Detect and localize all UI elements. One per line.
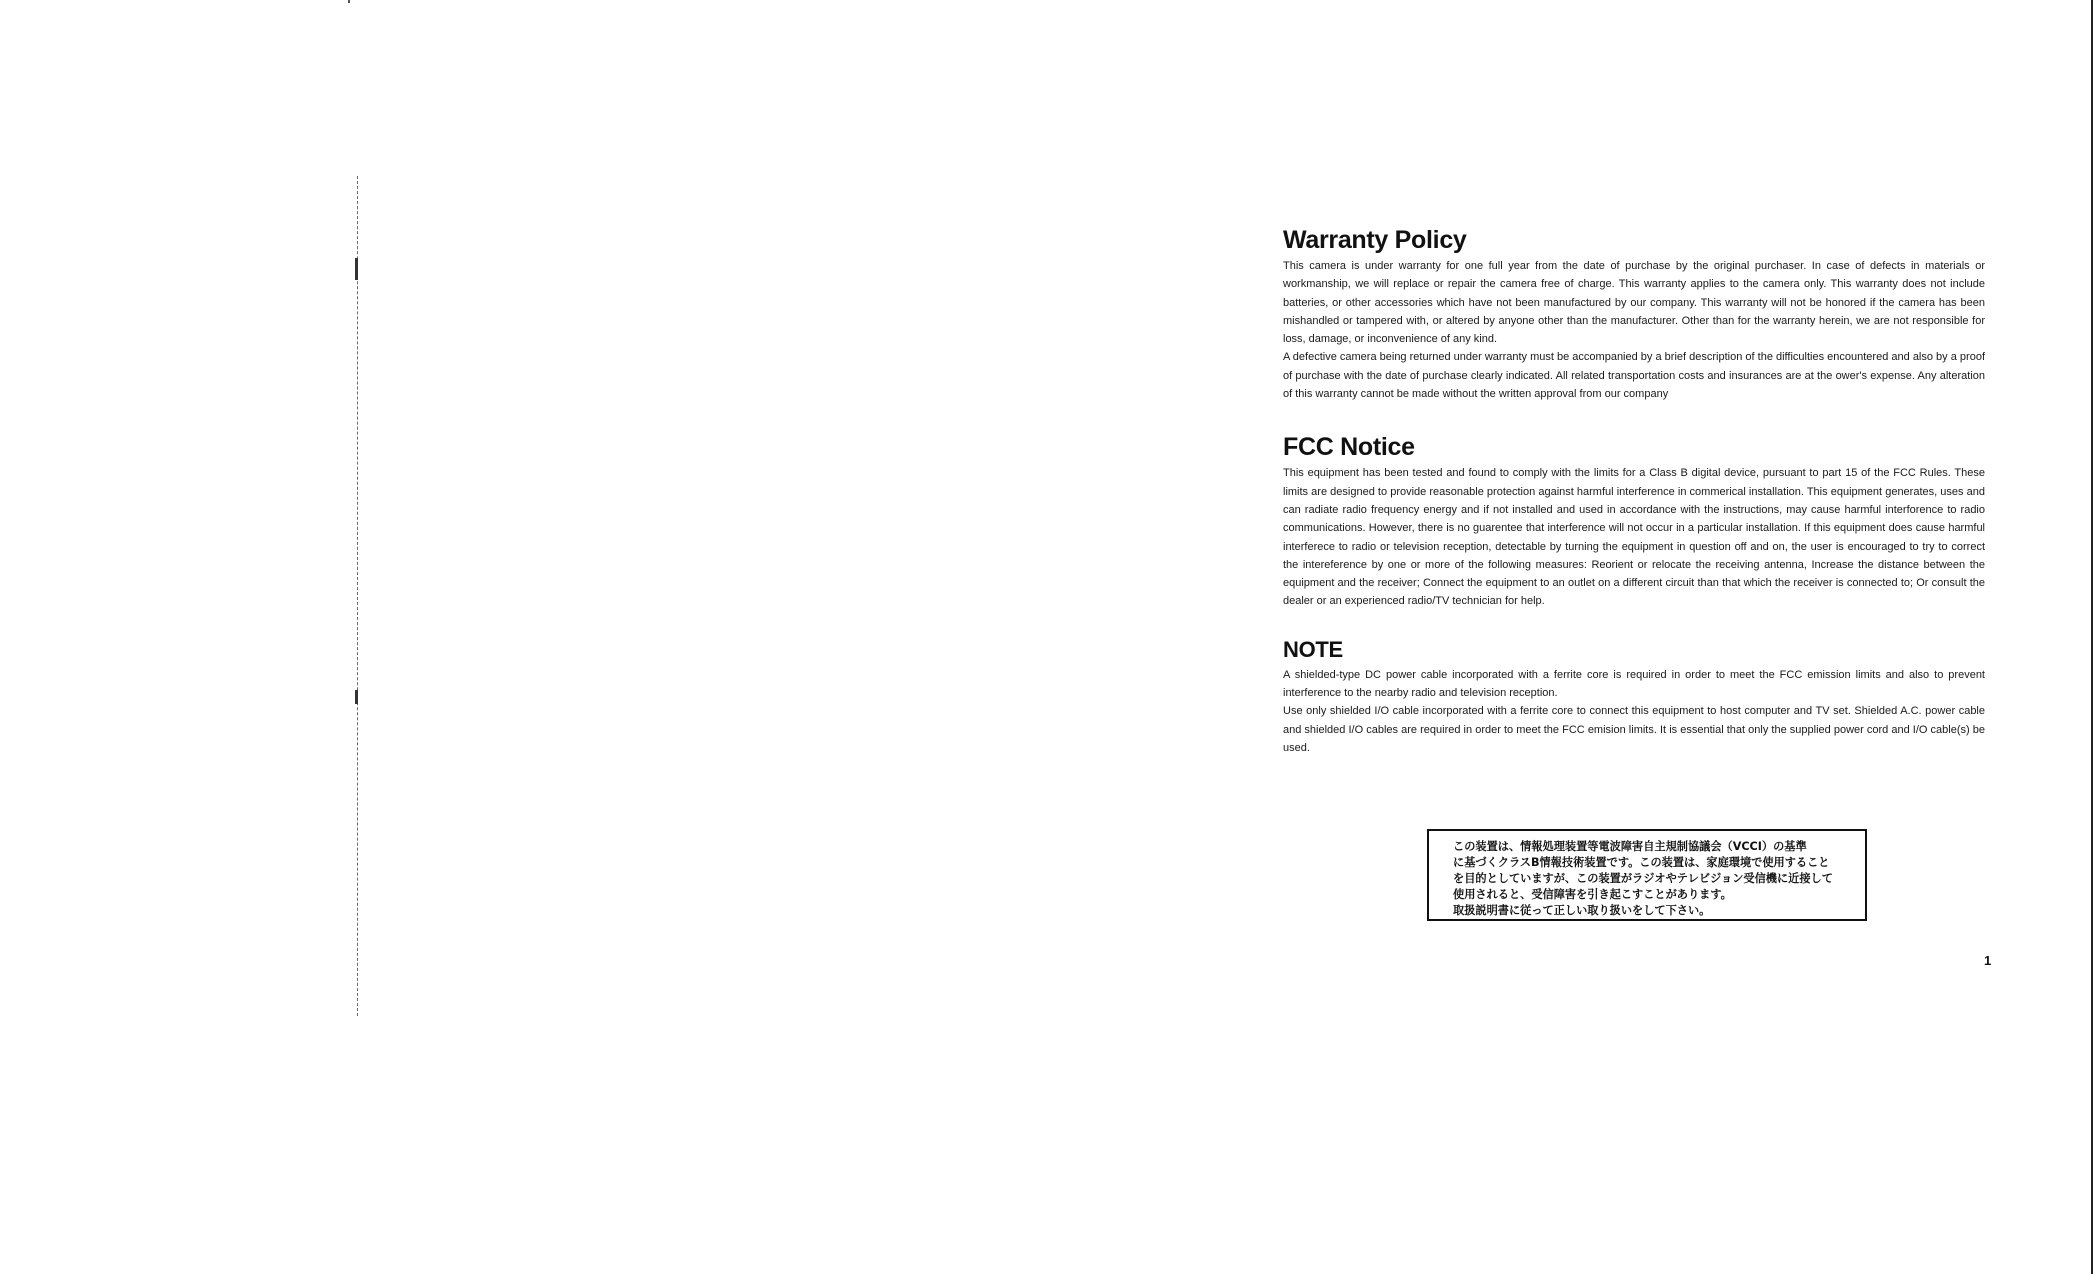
warranty-paragraph: A defective camera being returned under warranty must be accompanied by a brief description of the difficulties encountered and also by a proof of purchase with the date of purchase clearly indicated. All related transportation costs and insurances are at the ower's expense. Any alteration of this warranty cannot be made without the written approval from our company: [1283, 351, 1985, 401]
fold-mark: [355, 258, 358, 280]
page-edge: [2091, 0, 2093, 1274]
fcc-title: FCC Notice: [1283, 433, 1415, 462]
manual-page: [1283, 226, 1985, 757]
warranty-section: [1283, 226, 1985, 403]
warranty-title: Warranty Policy: [1283, 226, 1467, 254]
page-fold-line: [357, 176, 358, 1016]
fcc-paragraph: This equipment has been tested and found to comply with the limits for a Class B digital device, pursuant to part 15 of the FCC Rules. These limits are designed to provide reasonable protection against harmful interference in commerical installation. This equipment generates, uses and can radiate radio frequency energy and if not installed and used in accordance with the instructions, may cause harmful interforence to radio communications. However, there is no guarentee that interference will not occur in a particular installation. If this equipment does cause harmful interferece to radio or television reception, detectable by turning the equipment in question off and on, the user is encouraged to try to correct the intereference by one or more of the following measures: Reorient or relocate the receiving antenna, Increase the distance between the equipment and the receiver; Connect the equipment to an outlet on a different circuit than that which the receiver is connected to; Or consult the dealer or an experienced radio/TV technician for help.: [1283, 467, 1985, 608]
vcci-notice-box: この装置は、情報処理装置等電波障害自主規制協議会（VCCI）の基準 に基づくクラスB情報技術装置です。この装置は、家庭環境で使用すること を目的としていますが、この装置がラジオやテレビジョン受信機に近接して 使用されると、受信障害を引き起こすことがあります。 取扱説明書に従って正しい取り扱いをして下さい。: [1427, 829, 1867, 921]
warranty-paragraph: This camera is under warranty for one full year from the date of purchase by the original purchaser. In case of defects in materials or workmanship, we will replace or repair the camera free of charge. This warranty applies to the camera only. This warranty does not include batteries, or other accessories which have not been manufactured by our company. This warranty will not be honored if the camera has been mishandled or tampered with, or altered by anyone other than the manufacturer. Other than for the warranty herein, we are not responsible for loss, damage, or inconvenience of any kind.: [1283, 260, 1985, 346]
note-title: NOTE: [1283, 636, 1343, 662]
note-section: [1283, 637, 1985, 757]
note-paragraph: Use only shielded I/O cable incorporated with a ferrite core to connect this equipment to host computer and TV set. Shielded A.C. power cable and shielded I/O cables are required in order to meet the FCC emision limits. It is essential that only the supplied power cord and I/O cable(s) be used.: [1283, 705, 1985, 754]
note-paragraph: A shielded-type DC power cable incorporated with a ferrite core is required in order to meet the FCC emission limits and also to prevent interference to the nearby radio and television reception.: [1283, 668, 1985, 700]
fcc-section: [1283, 433, 1985, 610]
crop-mark: [348, 0, 350, 3]
page-number: 1: [1984, 953, 1992, 968]
fold-mark: [355, 690, 358, 704]
